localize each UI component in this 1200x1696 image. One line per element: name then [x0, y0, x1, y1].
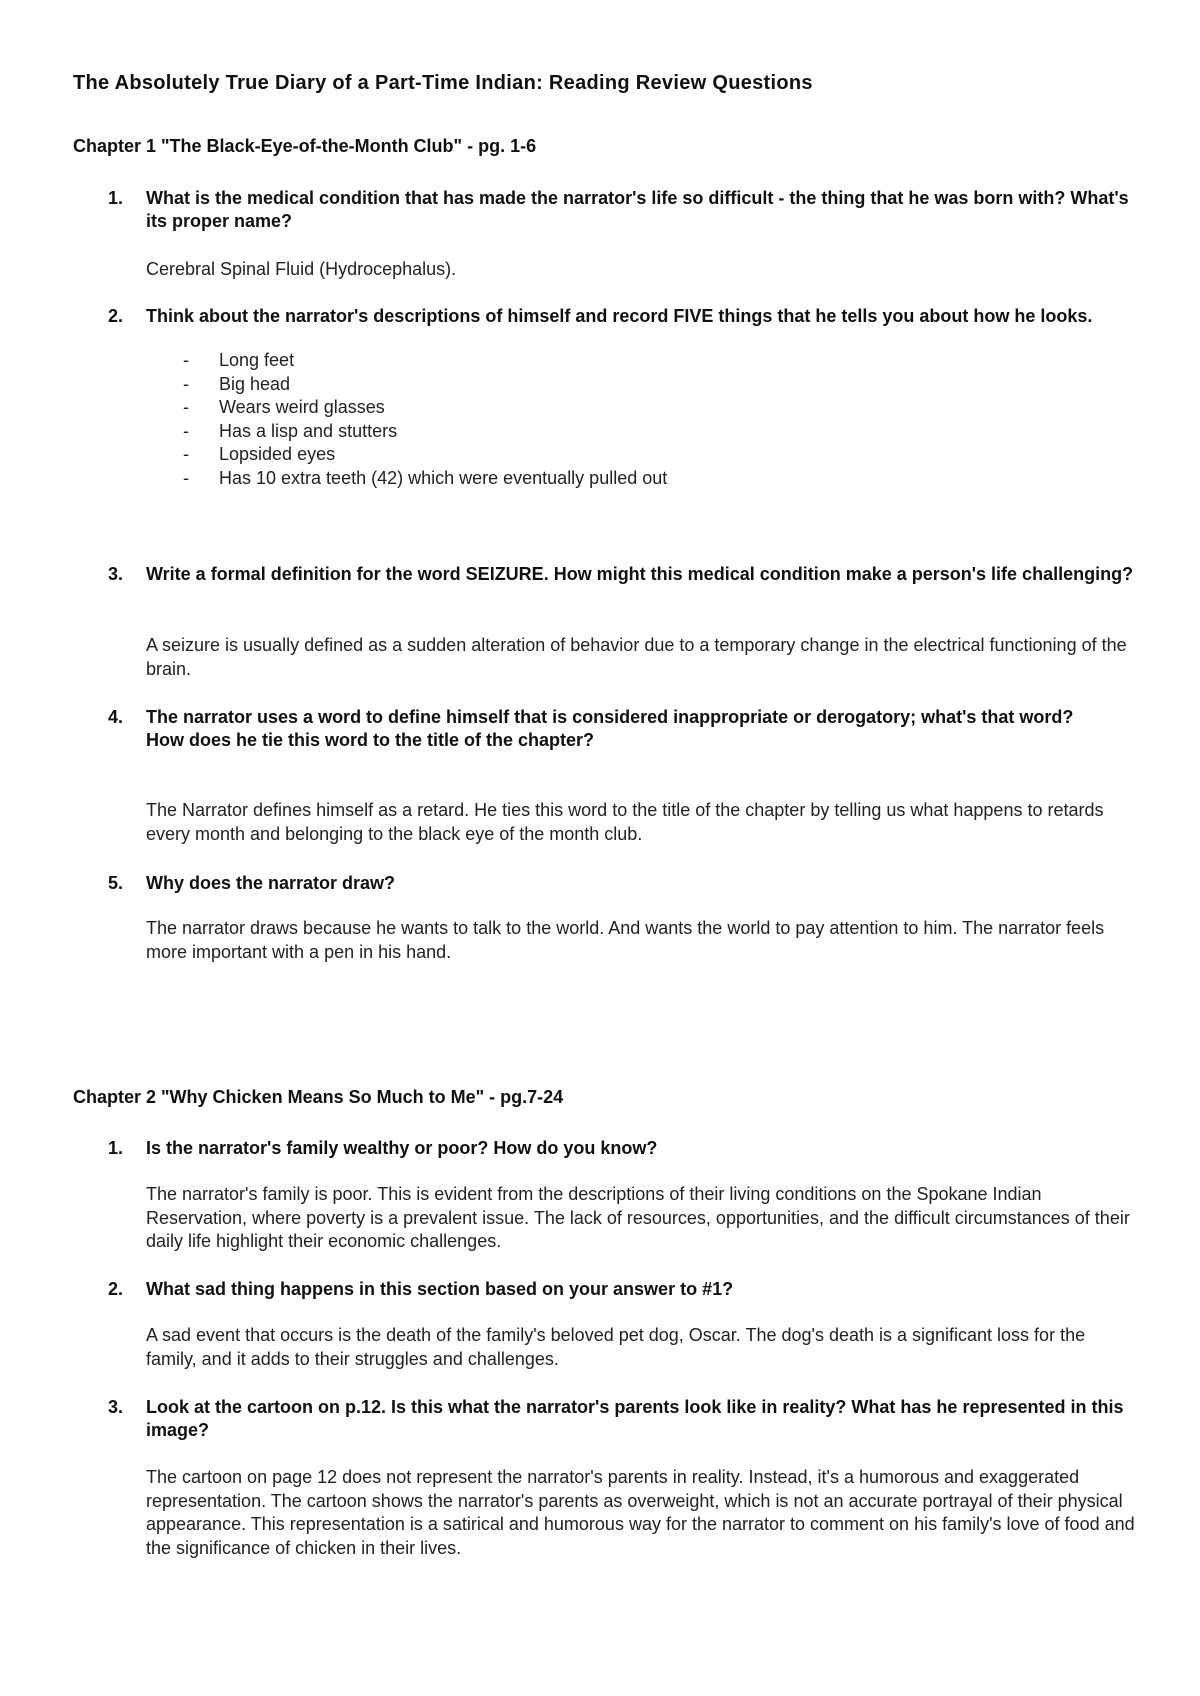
list-item-text: Has 10 extra teeth (42) which were eventually pulled out	[219, 467, 668, 488]
list-item-text: Wears weird glasses	[219, 397, 385, 417]
ch1-q3-answer: A seizure is usually defined as a sudden alteration of behavior due to a temporary change in the electrical functioning of the brain.	[146, 635, 1127, 679]
ch2-q3-number: 3.	[108, 1397, 124, 1417]
ch2-q1-answer: The narrator's family is poor. This is evident from the descriptions of their living conditions on the Spokane Indian Reservation, where poverty is a prevalent issue. The lack of resources, opportunities, and the difficult circumstances of their daily life highlight their economic challenges.	[146, 1184, 1130, 1251]
chapter-1-heading: Chapter 1 "The Black-Eye-of-the-Month Club" - pg. 1-6	[73, 136, 537, 156]
ch2-q2-answer: A sad event that occurs is the death of the family's beloved pet dog, Oscar. The dog's death is a significant loss for the family, and it adds to their struggles and challenges.	[146, 1325, 1086, 1369]
bullet-dash: -	[183, 444, 189, 464]
document-title: The Absolutely True Diary of a Part-Time Indian: Reading Review Questions	[73, 72, 813, 94]
ch2-q3-question: Look at the cartoon on p.12. Is this what the narrator's parents look like in reality? What has he represented in this image?	[146, 1397, 1124, 1440]
ch1-q3-number: 3.	[108, 564, 124, 584]
bullet-dash: -	[183, 373, 189, 394]
chapter-2-heading: Chapter 2 "Why Chicken Means So Much to Me" - pg.7-24	[73, 1087, 564, 1107]
list-item-text: Big head	[219, 373, 291, 394]
ch1-q5-answer: The narrator draws because he wants to talk to the world. And wants the world to pay attention to him. The narrator feels more important with a pen in his hand.	[146, 918, 1105, 962]
bullet-dash: -	[183, 397, 189, 417]
ch1-q1-question: What is the medical condition that has made the narrator's life so difficult - the thing that he was born with? What's its proper name?	[146, 188, 1129, 231]
ch2-q2-question: What sad thing happens in this section based on your answer to #1?	[146, 1279, 734, 1299]
ch2-q2-number: 2.	[108, 1279, 124, 1299]
ch1-q4-question-line2: How does he tie this word to the title of the chapter?	[146, 730, 595, 750]
ch1-q2-question: Think about the narrator's descriptions of himself and record FIVE things that he tells you about how he looks.	[146, 306, 1093, 326]
ch1-q3-question: Write a formal definition for the word SEIZURE. How might this medical condition make a person's life challenging?	[146, 564, 1134, 584]
ch1-q1-answer: Cerebral Spinal Fluid (Hydrocephalus).	[146, 259, 457, 279]
bullet-dash: -	[183, 420, 189, 441]
list-item-text: Long feet	[219, 350, 295, 370]
bullet-dash: -	[183, 350, 189, 370]
ch1-q4-question-line1: The narrator uses a word to define himself that is considered inappropriate or derogatory; what's that word?	[146, 707, 1074, 727]
ch2-q1-number: 1.	[108, 1138, 124, 1158]
ch1-q4-number: 4.	[108, 707, 124, 727]
list-item-text: Lopsided eyes	[219, 444, 336, 464]
ch2-q3-answer: The cartoon on page 12 does not represent the narrator's parents in reality. Instead, it's a humorous and exaggerated representation. The cartoon shows the narrator's parents as overweight, which is not an accurate portrayal of their physical appearance. This representation is a satirical and humorous way for the narrator to comment on his family's love of food and the significance of chicken in their lives.	[146, 1467, 1135, 1558]
ch1-q4-answer: The Narrator defines himself as a retard. He ties this word to the title of the chapter by telling us what happens to retards every month and belonging to the black eye of the month club.	[146, 800, 1104, 844]
ch2-q1-question: Is the narrator's family wealthy or poor? How do you know?	[146, 1138, 658, 1158]
ch1-q2-number: 2.	[108, 306, 124, 326]
bullet-dash: -	[183, 467, 189, 488]
list-item-text: Has a lisp and stutters	[219, 420, 398, 441]
ch1-q5-number: 5.	[108, 873, 124, 893]
ch1-q5-question: Why does the narrator draw?	[146, 873, 396, 893]
ch1-q4-question	[146, 706, 1136, 752]
ch1-q1-number: 1.	[108, 188, 124, 208]
